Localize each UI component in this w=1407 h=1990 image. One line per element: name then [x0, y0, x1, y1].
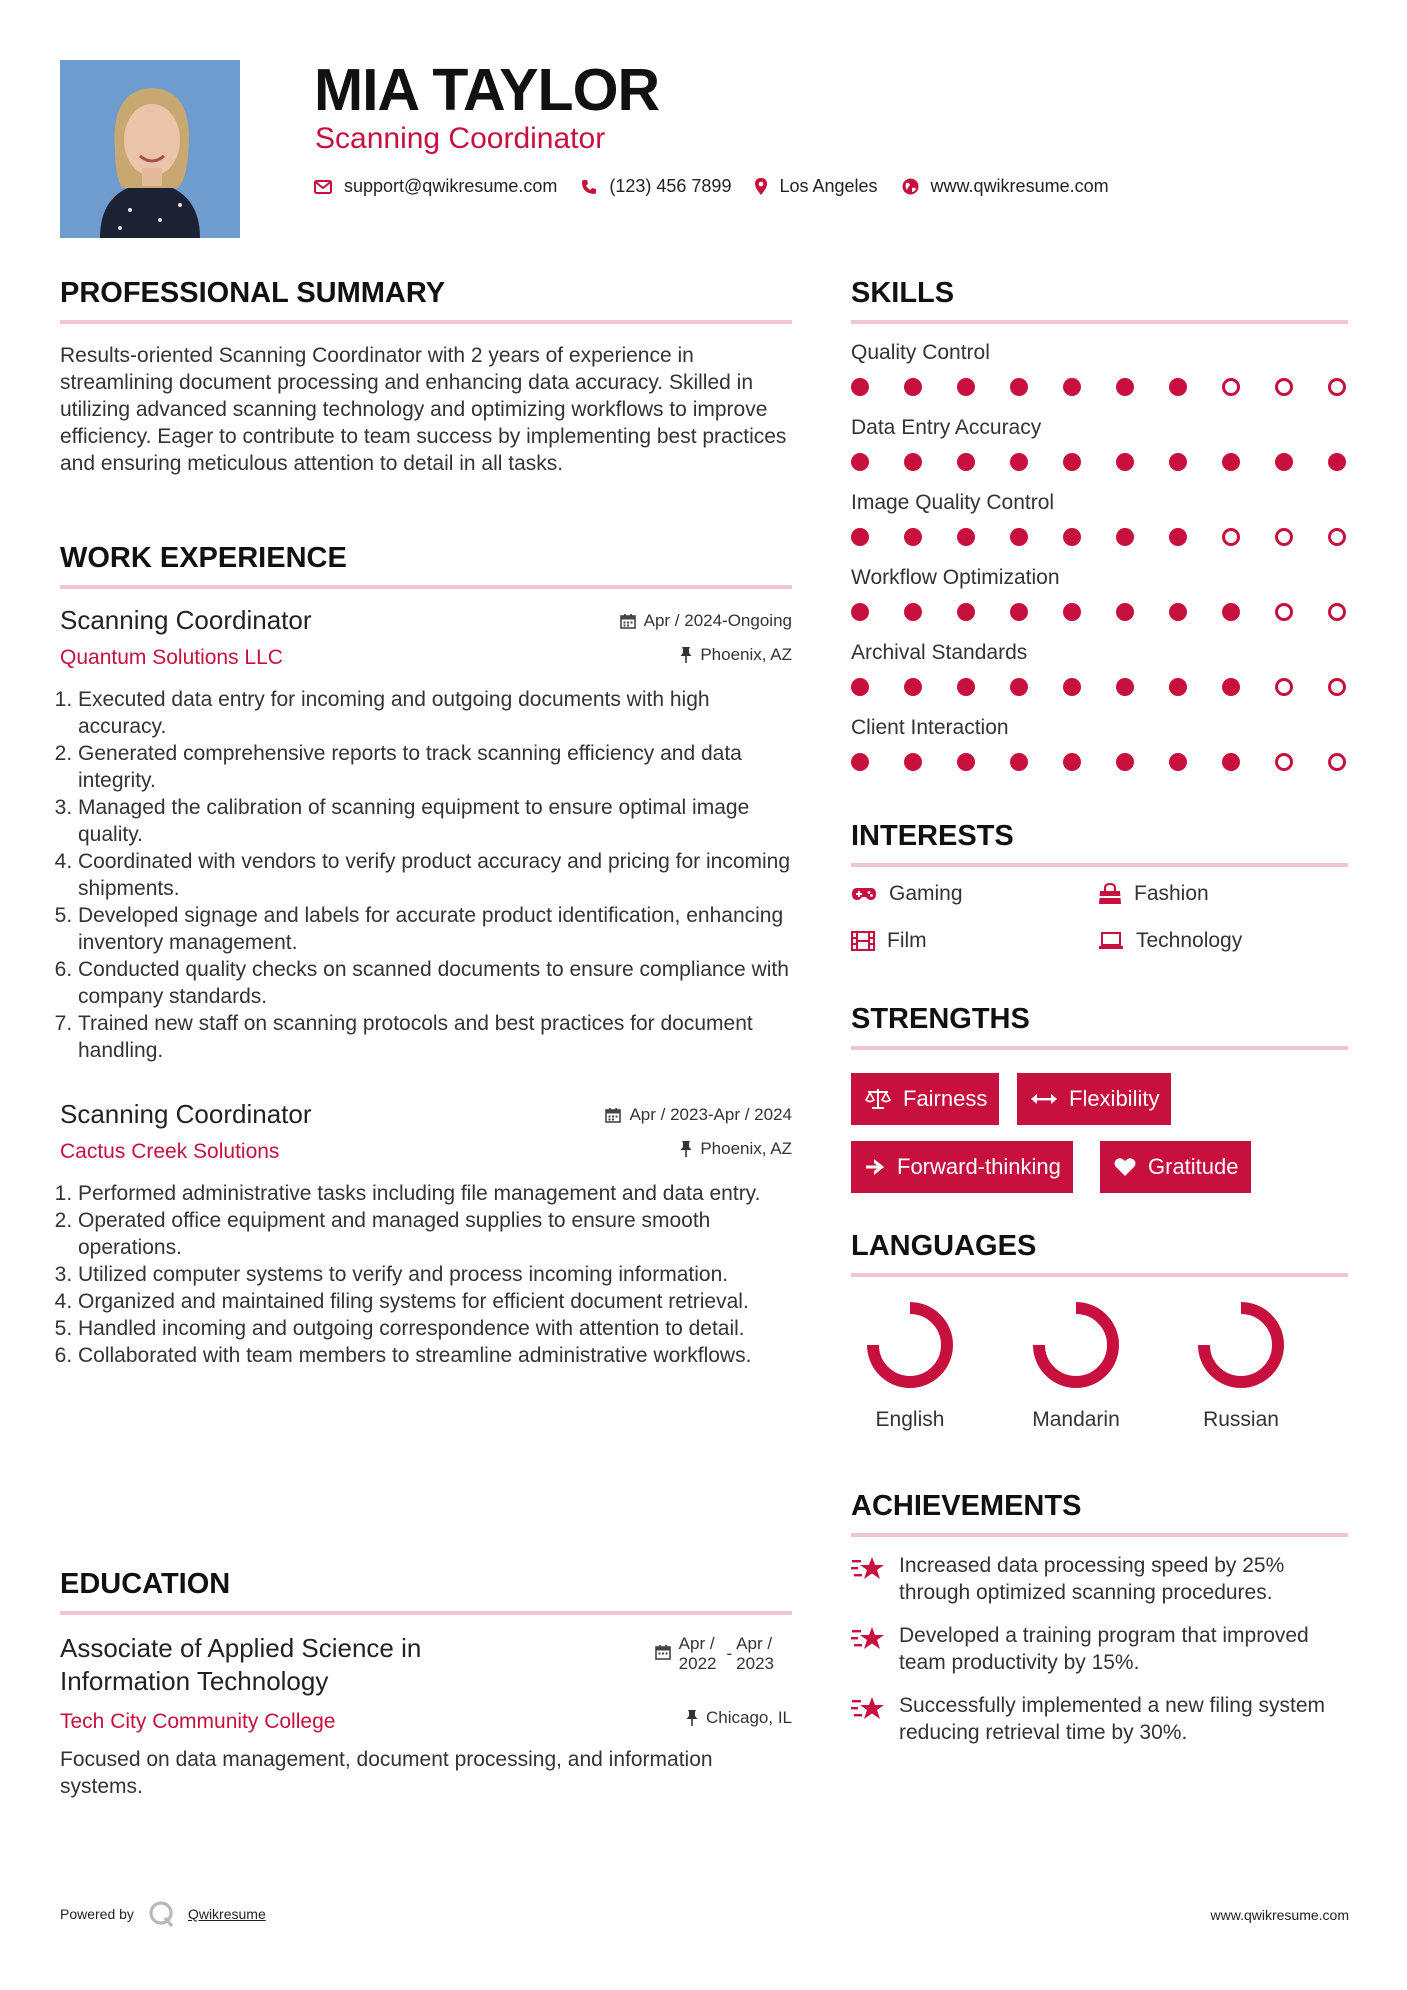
list-item: 3. Managed the calibration of scanning equipment to ensure optimal image quality.	[78, 794, 792, 848]
skill-rating	[851, 376, 1351, 398]
language-ring	[1196, 1300, 1286, 1390]
start-date	[679, 1634, 717, 1674]
strength-label: Gratitude	[1148, 1154, 1239, 1179]
skills-divider	[851, 320, 1348, 324]
summary-heading: PROFESSIONAL SUMMARY	[60, 277, 446, 309]
job-role: Scanning Coordinator	[60, 1099, 312, 1129]
education-heading: EDUCATION	[60, 1568, 231, 1600]
list-item: 2. Generated comprehensive reports to track scanning efficiency and data integrity.	[78, 740, 792, 794]
rating-dot-filled	[1222, 603, 1240, 621]
skill-item	[851, 641, 1351, 665]
arrows-horizontal-icon	[1031, 1092, 1057, 1106]
interest-label: Fashion	[1134, 882, 1209, 905]
rating-dot-filled	[1010, 378, 1028, 396]
skill-rating	[851, 526, 1351, 548]
language-name: English	[875, 1408, 945, 1431]
heart-icon	[1114, 1157, 1136, 1177]
rating-dot-filled	[1010, 603, 1028, 621]
achievement-item	[851, 1692, 1351, 1746]
rating-dot-filled	[904, 753, 922, 771]
portrait-image	[60, 60, 240, 238]
rating-dot-filled	[957, 603, 975, 621]
rating-dot-filled	[904, 453, 922, 471]
strength-label: Flexibility	[1069, 1086, 1160, 1111]
interest-label: Film	[887, 929, 927, 952]
contact-location	[755, 176, 877, 197]
skill-item	[851, 716, 1351, 740]
job-date	[620, 611, 792, 631]
interest-label: Gaming	[889, 882, 963, 905]
skill-rating	[851, 751, 1351, 773]
education-entry	[60, 1632, 792, 1800]
rating-dot-filled	[1116, 678, 1134, 696]
rating-dot-empty	[1328, 603, 1346, 621]
qwikresume-logo-icon	[148, 1900, 176, 1928]
job-date	[605, 1105, 792, 1125]
phone-text: (123) 456 7899	[609, 176, 732, 196]
rating-dot-filled	[1222, 753, 1240, 771]
end-year: 2023	[736, 1654, 774, 1673]
strength-badge	[1017, 1073, 1171, 1125]
shooting-star-icon	[851, 1694, 885, 1722]
experience-heading: WORK EXPERIENCE	[60, 542, 347, 574]
rating-dot-empty	[1275, 528, 1293, 546]
rating-dot-filled	[1063, 453, 1081, 471]
contact-website[interactable]	[902, 176, 1109, 197]
calendar-icon	[620, 613, 636, 629]
rating-dot-filled	[904, 528, 922, 546]
rating-dot-empty	[1328, 753, 1346, 771]
job-company: Quantum Solutions LLC	[60, 646, 283, 669]
phone-icon	[581, 179, 597, 195]
rating-dot-empty	[1275, 678, 1293, 696]
strength-badge	[1100, 1141, 1251, 1193]
rating-dot-filled	[957, 453, 975, 471]
start-month: Apr /	[678, 1634, 715, 1653]
language-level-arc	[1204, 1308, 1278, 1382]
calendar-icon	[655, 1644, 671, 1660]
rating-dot-filled	[1010, 753, 1028, 771]
list-item: 2. Operated office equipment and managed supplies to ensure smooth operations.	[78, 1207, 792, 1261]
languages-divider	[851, 1273, 1348, 1277]
language-ring	[865, 1300, 955, 1390]
pushpin-icon	[680, 647, 692, 663]
rating-dot-filled	[1169, 753, 1187, 771]
list-item: 5. Handled incoming and outgoing correspondence with attention to detail.	[78, 1315, 792, 1342]
rating-dot-filled	[957, 528, 975, 546]
education-location	[686, 1708, 792, 1728]
experience-divider	[60, 585, 792, 589]
skill-name: Image Quality Control	[851, 491, 1055, 514]
gamepad-icon	[851, 886, 877, 902]
skill-name: Archival Standards	[851, 641, 1028, 664]
list-item: 7. Trained new staff on scanning protocols and best practices for document handling.	[78, 1010, 792, 1064]
school-name: Tech City Community College	[60, 1710, 336, 1733]
summary-text: Results-oriented Scanning Coordinator with 2 years of experience in streamlining document processing and enhancing data accuracy. Skilled in utilizing advanced scanning technology and optimizing workflows to improve efficiency. Eager to contribute to team success by implementing best practices and ensuring meticulous attention to detail in all tasks.	[60, 344, 787, 475]
rating-dot-filled	[1222, 678, 1240, 696]
end-month: Apr /	[736, 1634, 773, 1653]
education-description: Focused on data management, document processing, and information systems.	[60, 1748, 713, 1798]
candidate-title: Scanning Coordinator	[315, 122, 606, 155]
rating-dot-filled	[1116, 453, 1134, 471]
achievement-text: Successfully implemented a new filing system reducing retrieval time by 30%.	[899, 1694, 1326, 1744]
rating-dot-filled	[1010, 528, 1028, 546]
list-item: 4. Coordinated with vendors to verify product accuracy and pricing for incoming shipments.	[78, 848, 792, 902]
shooting-star-icon	[851, 1624, 885, 1652]
rating-dot-empty	[1275, 753, 1293, 771]
website-text: www.qwikresume.com	[930, 176, 1109, 196]
list-item: 1. Executed data entry for incoming and outgoing documents with high accuracy.	[78, 686, 792, 740]
rating-dot-empty	[1328, 528, 1346, 546]
education-location-text: Chicago, IL	[706, 1708, 792, 1727]
strength-label: Fairness	[903, 1086, 988, 1111]
rating-dot-empty	[1222, 378, 1240, 396]
job-location	[680, 645, 792, 665]
contact-email[interactable]	[314, 176, 557, 197]
rating-dot-filled	[904, 378, 922, 396]
skill-name: Workflow Optimization	[851, 566, 1060, 589]
degree-line: Associate of Applied Science in	[60, 1633, 422, 1663]
achievements-divider	[851, 1533, 1348, 1537]
rating-dot-filled	[1169, 453, 1187, 471]
rating-dot-filled	[1169, 528, 1187, 546]
rating-dot-filled	[1116, 753, 1134, 771]
interest-item	[1098, 929, 1242, 953]
interest-label: Technology	[1136, 929, 1243, 952]
rating-dot-filled	[904, 603, 922, 621]
rating-dot-filled	[1010, 678, 1028, 696]
job-company: Cactus Creek Solutions	[60, 1140, 280, 1163]
rating-dot-filled	[1222, 453, 1240, 471]
rating-dot-filled	[1169, 378, 1187, 396]
rating-dot-empty	[1328, 378, 1346, 396]
rating-dot-filled	[1169, 603, 1187, 621]
rating-dot-filled	[1116, 603, 1134, 621]
list-item: 5. Developed signage and labels for accurate product identification, enhancing inventory management.	[78, 902, 792, 956]
rating-dot-filled	[1063, 753, 1081, 771]
degree-line: Information Technology	[60, 1666, 329, 1696]
contact-bar	[314, 176, 1133, 197]
end-date	[736, 1634, 774, 1674]
rating-dot-empty	[1275, 378, 1293, 396]
job-bullets	[60, 1180, 792, 1369]
job-date-text: Apr / 2023-Apr / 2024	[629, 1105, 792, 1124]
language-name: Russian	[1203, 1408, 1279, 1431]
language-item	[1016, 1300, 1136, 1432]
film-icon	[851, 931, 875, 951]
job-role: Scanning Coordinator	[60, 605, 312, 635]
skill-rating	[851, 601, 1351, 623]
powered-by-label: Powered by	[60, 1906, 134, 1922]
candidate-name: MIA TAYLOR	[314, 57, 660, 123]
rating-dot-filled	[1010, 453, 1028, 471]
arrow-right-icon	[865, 1158, 885, 1176]
job-entry	[60, 1099, 792, 1369]
interests-heading: INTERESTS	[851, 820, 1014, 852]
rating-dot-filled	[1063, 603, 1081, 621]
achievement-item	[851, 1552, 1351, 1606]
achievement-text: Developed a training program that improved team productivity by 15%.	[899, 1624, 1309, 1674]
envelope-icon	[314, 180, 332, 194]
rating-dot-empty	[1328, 678, 1346, 696]
skill-name: Data Entry Accuracy	[851, 416, 1042, 439]
strength-badge	[851, 1073, 999, 1125]
skill-name: Client Interaction	[851, 716, 1009, 739]
rating-dot-filled	[851, 678, 869, 696]
list-item: 6. Collaborated with team members to streamline administrative workflows.	[78, 1342, 792, 1369]
interest-item	[851, 882, 963, 906]
profile-photo	[60, 60, 240, 238]
rating-dot-filled	[851, 453, 869, 471]
rating-dot-empty	[1222, 528, 1240, 546]
strength-label: Forward-thinking	[897, 1154, 1061, 1179]
contact-phone[interactable]	[581, 176, 731, 197]
rating-dot-filled	[957, 678, 975, 696]
laptop-icon	[1098, 932, 1124, 950]
location-text: Los Angeles	[779, 176, 878, 196]
job-bullets	[60, 686, 792, 1064]
footer-powered	[60, 1900, 266, 1928]
interest-item	[851, 929, 927, 953]
interests-divider	[851, 863, 1348, 867]
strength-badge	[851, 1141, 1073, 1193]
rating-dot-filled	[1275, 453, 1293, 471]
summary-divider	[60, 320, 792, 324]
rating-dot-filled	[1063, 378, 1081, 396]
skills-heading: SKILLS	[851, 277, 955, 309]
skill-item	[851, 341, 1351, 365]
job-location-text: Phoenix, AZ	[700, 645, 792, 664]
skill-name: Quality Control	[851, 341, 990, 364]
skill-rating	[851, 676, 1351, 698]
rating-dot-filled	[851, 603, 869, 621]
globe-icon	[902, 178, 919, 195]
shooting-star-icon	[851, 1554, 885, 1582]
rating-dot-filled	[957, 378, 975, 396]
achievement-text: Increased data processing speed by 25% through optimized scanning procedures.	[899, 1554, 1285, 1604]
education-divider	[60, 1611, 792, 1615]
brand-link[interactable]: Qwikresume	[187, 1906, 266, 1922]
strengths-divider	[851, 1046, 1348, 1050]
language-item	[1181, 1300, 1301, 1432]
skill-rating	[851, 451, 1351, 473]
list-item: 6. Conducted quality checks on scanned documents to ensure compliance with company standards.	[78, 956, 792, 1010]
start-year: 2022	[678, 1654, 717, 1673]
rating-dot-filled	[1063, 528, 1081, 546]
job-location-text: Phoenix, AZ	[700, 1139, 792, 1158]
job-entry	[60, 605, 792, 1064]
list-item: 3. Utilized computer systems to verify and process incoming information.	[78, 1261, 792, 1288]
interest-item	[1098, 882, 1209, 906]
education-date	[655, 1634, 774, 1674]
date-separator: -	[726, 1644, 733, 1663]
language-level-arc	[873, 1308, 947, 1382]
skill-item	[851, 566, 1351, 590]
rating-dot-filled	[957, 753, 975, 771]
rating-dot-filled	[851, 378, 869, 396]
rating-dot-empty	[1275, 603, 1293, 621]
achievements-heading: ACHIEVEMENTS	[851, 1490, 1082, 1522]
skill-item	[851, 491, 1351, 515]
rating-dot-filled	[851, 753, 869, 771]
pushpin-icon	[680, 1141, 692, 1157]
job-date-text: Apr / 2024-Ongoing	[643, 611, 792, 630]
language-name: Mandarin	[1032, 1408, 1120, 1431]
rating-dot-filled	[1169, 678, 1187, 696]
list-item: 1. Performed administrative tasks including file management and data entry.	[78, 1180, 792, 1207]
rating-dot-filled	[1116, 378, 1134, 396]
languages-heading: LANGUAGES	[851, 1230, 1037, 1262]
achievement-item	[851, 1622, 1351, 1676]
rating-dot-filled	[1328, 453, 1346, 471]
email-text: support@qwikresume.com	[344, 176, 558, 196]
shopping-bag-icon	[1098, 883, 1122, 905]
scale-icon	[865, 1088, 891, 1110]
strengths-heading: STRENGTHS	[851, 1003, 1030, 1035]
map-pin-icon	[755, 178, 767, 195]
language-item	[850, 1300, 970, 1432]
footer-url[interactable]: www.qwikresume.com	[1210, 1907, 1349, 1923]
skill-item	[851, 416, 1351, 440]
rating-dot-filled	[851, 528, 869, 546]
calendar-icon	[605, 1107, 621, 1123]
job-location	[680, 1139, 792, 1159]
rating-dot-filled	[1063, 678, 1081, 696]
language-level-arc	[1039, 1308, 1113, 1382]
list-item: 4. Organized and maintained filing systems for efficient document retrieval.	[78, 1288, 792, 1315]
rating-dot-filled	[1116, 528, 1134, 546]
language-ring	[1031, 1300, 1121, 1390]
pushpin-icon	[686, 1710, 698, 1726]
rating-dot-filled	[904, 678, 922, 696]
